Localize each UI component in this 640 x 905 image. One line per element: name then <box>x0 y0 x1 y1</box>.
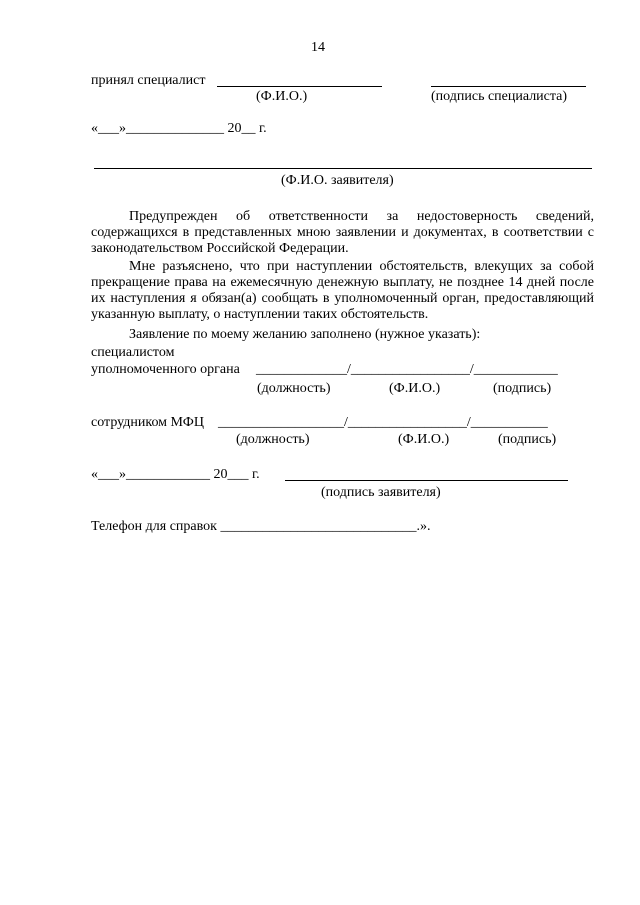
accepted-label: принял специалист <box>91 73 206 88</box>
specialist-fields[interactable]: _____________/_________________/____________ <box>256 362 558 377</box>
specialist-signature-caption: (подпись специалиста) <box>431 89 568 104</box>
date-year: 20___ г. <box>213 467 260 482</box>
specialist-label-line1: специалистом <box>91 345 175 360</box>
specialist-label-line2: уполномоченного органа <box>91 362 240 377</box>
date-field-2[interactable] <box>91 467 260 483</box>
specialist-fio-caption: (Ф.И.О.) <box>256 89 308 104</box>
paragraph-explained <box>91 259 594 323</box>
applicant-signature-caption: (подпись заявителя) <box>321 485 441 500</box>
date-day: «___» <box>91 467 126 482</box>
mfc-position-caption: (должность) <box>236 432 310 447</box>
page-number: 14 <box>311 40 325 55</box>
applicant-signature-line[interactable] <box>285 480 568 481</box>
date-field-1[interactable] <box>91 121 267 137</box>
paragraph-filled-by <box>91 327 594 343</box>
applicant-fio-caption: (Ф.И.О. заявителя) <box>281 173 394 188</box>
specialist-signature-line[interactable] <box>431 86 586 87</box>
date-day: «___» <box>91 121 126 136</box>
paragraph-text: Мне разъяснено, что при наступлении обстоятельств, влекущих за собой прекращение права на ежемесячную денежную выплату, не позднее 14 дней после их наступления я обязан(а) сообщать в уполномоченный орган, предоставляющий указанную выплату, о наступлении таких обстоятельств. <box>91 259 594 322</box>
mfc-label: сотрудником МФЦ <box>91 415 204 430</box>
applicant-fio-line[interactable] <box>94 168 592 169</box>
specialist-fio-line[interactable] <box>217 86 382 87</box>
phone-tail: .». <box>416 519 431 534</box>
specialist-position-caption: (должность) <box>257 381 331 396</box>
phone-field[interactable] <box>91 519 430 535</box>
paragraph-warning <box>91 209 594 257</box>
specialist-signature-caption-2: (подпись) <box>493 381 552 396</box>
mfc-fields[interactable]: __________________/_________________/___________ <box>218 415 548 430</box>
phone-blank: ____________________________ <box>220 519 417 534</box>
mfc-name-caption: (Ф.И.О.) <box>398 432 450 447</box>
date-year: 20__ г. <box>227 121 267 136</box>
paragraph-text: Заявление по моему желанию заполнено (нужное указать): <box>129 327 481 342</box>
paragraph-text: Предупрежден об ответственности за недостоверность сведений, содержащихся в представленных мною заявлении и документах, в соответствии с законодательством Российской Федерации. <box>91 209 594 256</box>
date-month: ____________ <box>126 467 210 482</box>
phone-label: Телефон для справок <box>91 519 217 534</box>
date-month: ______________ <box>126 121 224 136</box>
specialist-name-caption: (Ф.И.О.) <box>389 381 441 396</box>
mfc-signature-caption: (подпись) <box>498 432 557 447</box>
